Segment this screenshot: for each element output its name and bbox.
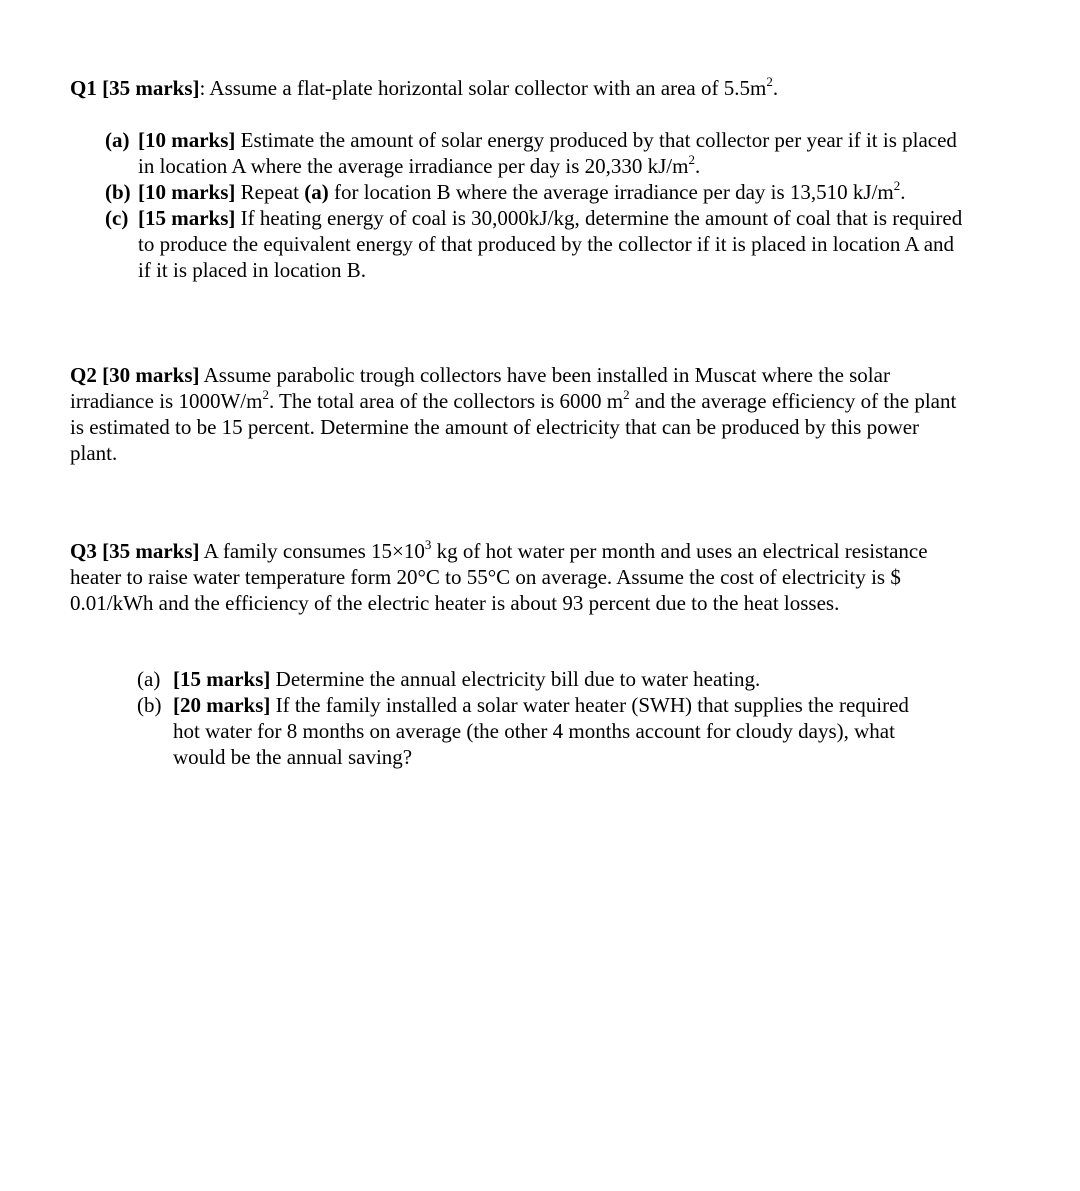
superscript: 3: [424, 537, 432, 552]
question-3-part-b: [137, 692, 937, 770]
question-3-text-end: kg of hot water per month and uses an electrical resistance heater to raise water temperature form 20°C to 55°C on average. Assume the cost of electricity is $ 0.01/kWh and the efficiency of the electric heater is about 93 percent due to the heat losses.: [70, 539, 928, 615]
part-label: (c): [105, 206, 129, 230]
question-1-part-b: [105, 179, 965, 205]
question-3-part-a: [137, 666, 937, 692]
part-marks: [15 marks]: [138, 206, 236, 230]
question-3-text: A family consumes 15×10: [199, 539, 425, 563]
part-text: Repeat: [235, 180, 305, 204]
question-3-parts: [137, 666, 937, 770]
question-1-text: : Assume a flat-plate horizontal solar collector with an area of 5.5m: [199, 76, 767, 100]
part-marks: [10 marks]: [138, 128, 236, 152]
question-1-parts: [105, 127, 965, 283]
question-2: [70, 362, 960, 466]
part-text: If the family installed a solar water heater (SWH) that supplies the required hot water for 8 months on average (the other 4 months account for cloudy days), what would be the annual saving?: [173, 693, 909, 769]
superscript: 2: [262, 387, 269, 402]
superscript: 2: [766, 74, 773, 89]
part-text: Estimate the amount of solar energy produced by that collector per year if it is placed in location A where the average irradiance per day is 20,330 kJ/m: [138, 128, 957, 178]
part-label: (b): [137, 693, 162, 717]
question-1-period: .: [772, 76, 779, 100]
question-1-stem: [70, 75, 970, 101]
question-3: [70, 538, 950, 616]
question-2-heading: Q2 [30 marks]: [70, 363, 200, 387]
part-marks: [10 marks]: [138, 180, 236, 204]
part-text: Determine the annual electricity bill due to water heating.: [270, 667, 761, 691]
part-marks: [20 marks]: [173, 693, 271, 717]
part-label: (b): [105, 180, 131, 204]
part-text-cont: for location B where the average irradiance per day is 13,510 kJ/m: [328, 180, 894, 204]
part-marks: [15 marks]: [173, 667, 271, 691]
part-label: (a): [137, 667, 161, 691]
question-2-text: Assume parabolic trough collectors have been installed in Muscat where the solar irradiance is 1000W/m: [70, 363, 890, 413]
superscript: 2: [623, 387, 630, 402]
part-text-end: .: [900, 180, 906, 204]
question-1: [70, 75, 970, 101]
part-reference: (a): [304, 180, 329, 204]
question-1-part-a: [105, 127, 965, 179]
part-label: (a): [105, 128, 130, 152]
question-2-text-end: and the average efficiency of the plant is estimated to be 15 percent. Determine the amount of electricity that can be produced by this power plant.: [70, 389, 957, 465]
question-1-part-c: [105, 205, 965, 283]
superscript: 2: [893, 178, 901, 193]
superscript: 2: [688, 152, 695, 167]
part-text-end: .: [694, 154, 701, 178]
part-text: If heating energy of coal is 30,000kJ/kg, determine the amount of coal that is required to produce the equivalent energy of that produced by the collector if it is placed in location A and if it is placed in location B.: [138, 206, 963, 282]
question-2-text-cont: . The total area of the collectors is 6000 m: [268, 389, 624, 413]
question-1-heading: Q1 [35 marks]: [70, 76, 200, 100]
question-3-heading: Q3 [35 marks]: [70, 539, 200, 563]
